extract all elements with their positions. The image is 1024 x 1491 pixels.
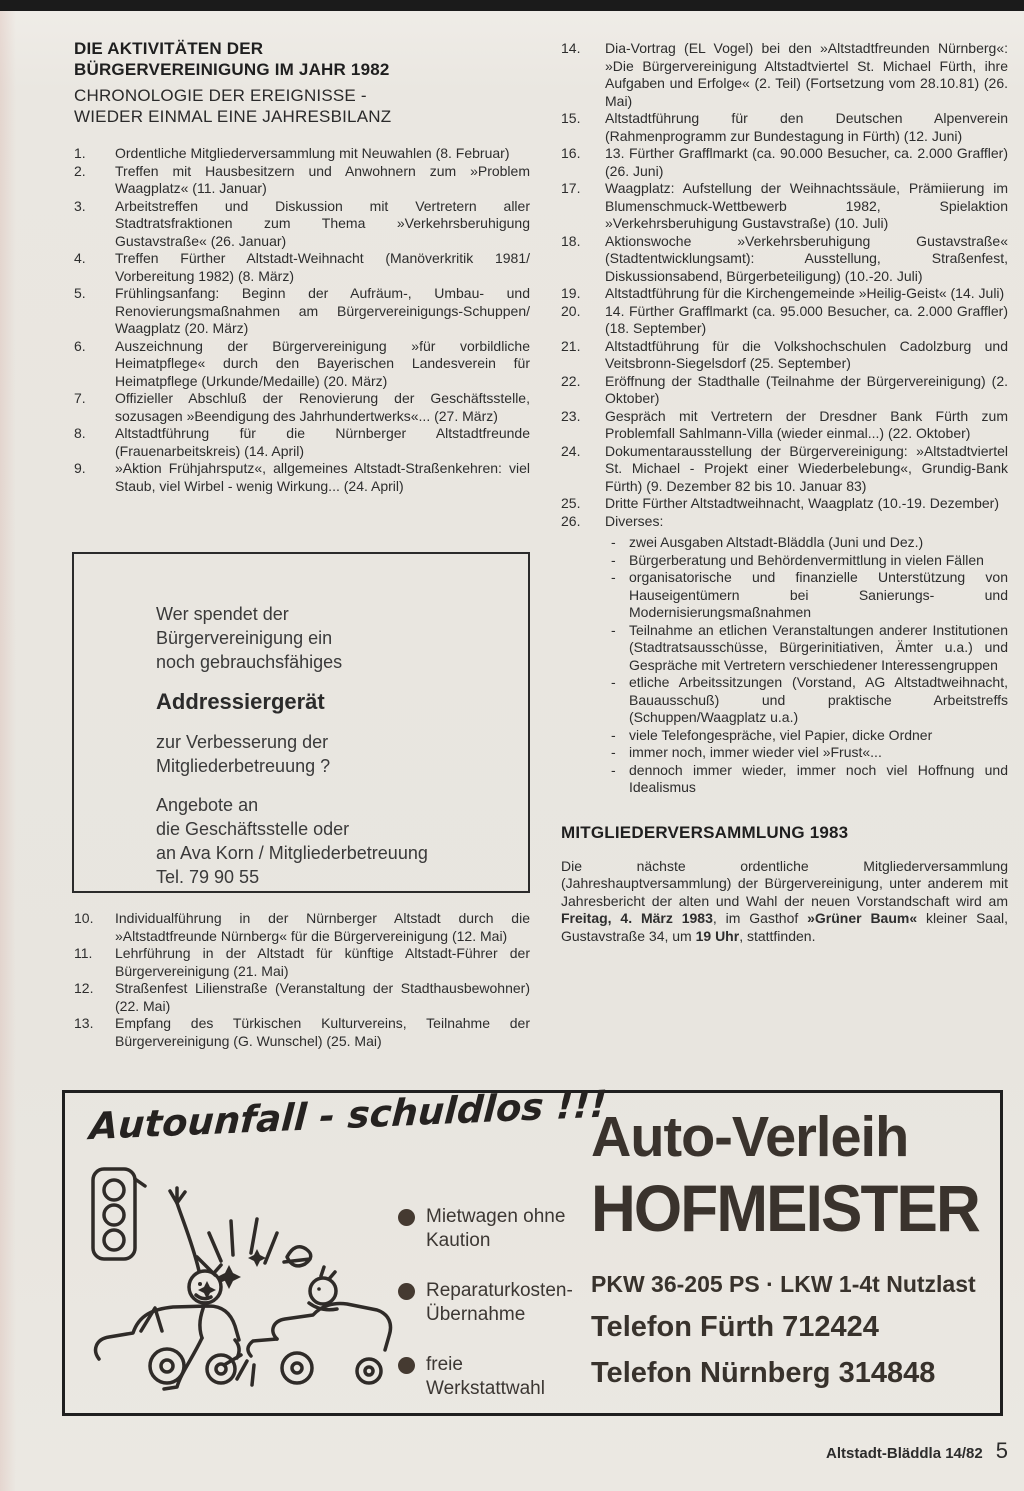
item-text: Altstadtführung für die Nürnberger Altstadtfreunde (Frauenarbeitskreis) (14. April) (115, 425, 530, 459)
list-item (561, 495, 1008, 513)
list-item (561, 373, 1008, 408)
footer-journal-title: Altstadt-Bläddla 14/82 (826, 1445, 983, 1462)
left-column (74, 38, 530, 495)
item-number: 6. (74, 337, 86, 354)
donation-purpose (156, 730, 508, 778)
donation-contact (156, 793, 508, 889)
chronology-list-1-9 (74, 145, 530, 495)
donation-contact-line3: an Ava Korn / Mitgliederbetreuung (156, 843, 428, 863)
right-car (224, 1267, 391, 1385)
footer-page-number: 5 (995, 1438, 1008, 1463)
sub-list-item (611, 552, 1008, 570)
page-footer (826, 1438, 1008, 1464)
item-number: 25. (561, 495, 581, 511)
item-number: 1. (74, 145, 86, 161)
bullet-dot-icon (398, 1283, 415, 1300)
sub-list-item (611, 762, 1008, 797)
item-text: Offizieller Abschluß der Renovierung der Geschäftsstelle, sozusagen »Beendigung des Jahrhundertwerks«... (27. März) (115, 390, 530, 424)
item-text: Eröffnung der Stadthalle (Teilnahme der Bürgervereinigung) (2. Oktober) (605, 372, 1008, 406)
chronology-list-14-26 (561, 40, 1008, 797)
list-item (74, 980, 530, 1015)
ad-headline: Autounfall - schuldlos !!! (88, 1082, 609, 1149)
item-text: Empfang des Türkischen Kulturvereins, Teilnahme der Bürgervereinigung (G. Wunschel) (25. Mai) (115, 1015, 530, 1049)
sub-item-text: organisatorische und finanzielle Unterstützung von Hauseigentümern bei Sanierungs- und Modernisierungsmaßnahmen (629, 569, 1008, 620)
article-subtitle-line2: WIEDER EINMAL EINE JAHRESBILANZ (74, 107, 392, 126)
list-item (561, 285, 1008, 303)
dash-marker: - (611, 674, 616, 690)
scan-edge-bar (0, 0, 1024, 11)
ad-benefit-item (398, 1205, 570, 1253)
item-number: 24. (561, 442, 581, 459)
ad-benefit-text: Mietwagen ohne Kaution (426, 1206, 566, 1251)
donation-contact-line2: die Geschäftsstelle oder (156, 819, 350, 839)
donation-contact-phone: Tel. 79 90 55 (156, 867, 260, 887)
list-item (561, 145, 1008, 180)
item-text: Aktionswoche »Verkehrsberuhigung Gustavstraße« (Stadtentwicklungsamt): Ausstellung, Straßenfest, Diskussionsabend, Bürgerbeteiligung) (10.-20. Juli) (605, 232, 1008, 284)
item-text: Dia-Vortrag (EL Vogel) bei den »Altstadtfreunden Nürnberg«: »Die Bürgervereinigung Altstadtviertel St. Michael Fürth, ihre Aufgaben und Erfolge« (2. Teil) (Fortsetzung vom 28.10.81) (26. Mai) (605, 40, 1008, 109)
right-column (561, 40, 1008, 945)
item-text: Altstadtführung für die Kirchengemeinde »Heilig-Geist« (14. Juli) (605, 285, 1005, 301)
donation-purpose-line1: zur Verbesserung der (156, 732, 329, 752)
dash-marker: - (611, 534, 616, 550)
item-text: »Aktion Frühjahrsputz«, allgemeines Altstadt-Straßenkehren: viel Staub, viel Wirbel - wenig Wirkung... (24. April) (115, 460, 530, 494)
list-item (74, 163, 530, 198)
item-text: 14. Fürther Grafflmarkt (ca. 95.000 Besucher, ca. 2.000 Graffler) (18. September) (605, 302, 1008, 336)
sub-item-text: Bürgerberatung und Behördenvermittlung in vielen Fällen (629, 551, 984, 568)
item-text: Waagplatz: Aufstellung der Weihnachtssäule, Prämiierung im Blumenschmuck-Wettbewerb 1982, Spielaktion »Verkehrsberuhigung Gustavstraße) (10. Juli) (605, 180, 1008, 231)
car-crash-illustration (81, 1163, 411, 1403)
list-item (561, 180, 1008, 233)
item-number: 21. (561, 337, 581, 354)
article-title-line1: DIE AKTIVITÄTEN DER (74, 39, 264, 58)
bullet-dot-icon (398, 1209, 415, 1226)
donation-product-name: Addressiergerät (156, 689, 325, 714)
list-item (561, 513, 1008, 797)
list-item (561, 110, 1008, 145)
item-number: 20. (561, 302, 581, 319)
dash-marker: - (611, 569, 616, 585)
list-item (561, 40, 1008, 110)
list-item (561, 338, 1008, 373)
brand-phone-nuernberg: Telefon Nürnberg 314848 (591, 1357, 936, 1389)
item-number: 7. (74, 390, 86, 406)
list-item (561, 303, 1008, 338)
sub-list-item (611, 674, 1008, 727)
item-number: 9. (74, 460, 86, 476)
car-rental-ad-box (62, 1082, 1003, 1416)
brand-name-line2: HOFMEISTER (591, 1171, 979, 1245)
list-item (74, 1015, 530, 1050)
item-number: 14. (561, 40, 581, 56)
list-item (74, 250, 530, 285)
item-number: 11. (74, 945, 93, 961)
sub-list-item (611, 622, 1008, 675)
brand-name-line1: Auto-Verleih (591, 1105, 909, 1169)
item-text: Straßenfest Lilienstraße (Veranstaltung der Stadthausbewohner) (22. Mai) (115, 980, 530, 1014)
item-text: Treffen mit Hausbesitzern und Anwohnern zum »Problem Waagplatz« (11. Januar) (115, 162, 530, 196)
article-title (74, 38, 530, 80)
item-number: 8. (74, 425, 86, 441)
list-item (74, 910, 530, 945)
list-item (561, 443, 1008, 496)
article-subtitle (74, 85, 530, 127)
item-text: Frühlingsanfang: Beginn der Aufräum-, Umbau- und Renovierungsmaßnahmen am Bürgervereinigungs-Schuppen/ Waagplatz (20. März) (115, 285, 530, 336)
meeting-paragraph: Die nächste ordentliche Mitgliederversammlung (Jahreshauptversammlung) der Bürgervereinigung, unter anderem mit Jahresbericht der alten und Wahl der neuen Vorstandschaft wird am Freitag, 4. März 1983, im Gasthof »Grüner Baum« kleiner Saal, Gustavstraße 34, um 19 Uhr, stattfinden. (561, 857, 1009, 944)
item-number: 12. (74, 980, 94, 996)
list-item (74, 425, 530, 460)
dash-marker: - (611, 761, 616, 778)
meeting-section-heading: MITGLIEDERVERSAMMLUNG 1983 (561, 822, 849, 842)
brand-phone-fuerth: Telefon Fürth 712424 (591, 1311, 879, 1343)
item-number: 17. (561, 180, 581, 196)
crash-sparks (197, 1219, 311, 1299)
item-text: Ordentliche Mitgliederversammlung mit Neuwahlen (8. Februar) (115, 145, 510, 161)
item-number: 19. (561, 285, 581, 301)
list-item (74, 198, 530, 251)
chronology-list-10-13 (74, 910, 530, 1050)
list-item (561, 408, 1008, 443)
item-text: Arbeitstreffen und Diskussion mit Vertretern aller Stadtratsfraktionen zum Thema »Verkehrsberuhigung Gustavstraße« (26. Januar) (115, 197, 530, 249)
sub-list-item (611, 727, 1008, 745)
list-item (74, 945, 530, 980)
item-number: 4. (74, 250, 86, 266)
left-column-continued (74, 910, 530, 1050)
item-text: Treffen Fürther Altstadt-Weihnacht (Manöverkritik 1981/ Vorbereitung 1982) (8. März) (115, 250, 530, 284)
ad-brand-block (591, 1107, 991, 1390)
item-text: 13. Fürther Grafflmarkt (ca. 90.000 Besucher, ca. 2.000 Graffler) (26. Juni) (605, 145, 1008, 179)
item-number: 16. (561, 145, 581, 161)
article-title-line2: BÜRGERVEREINIGUNG IM JAHR 1982 (74, 60, 390, 79)
item-text: Diverses: (605, 512, 664, 529)
sub-item-list (605, 534, 1008, 797)
sub-item-text: dennoch immer wieder, immer noch viel Hoffnung und Idealismus (629, 761, 1008, 795)
donation-purpose-line2: Mitgliederbetreuung ? (156, 756, 331, 776)
ad-benefit-list (398, 1205, 573, 1427)
waving-driver-figure (164, 1188, 230, 1389)
item-text: Altstadtführung für die Volkshochschulen Cadolzburg und Veitsbronn-Siegelsdorf (25. September) (605, 337, 1008, 371)
dash-marker: - (611, 621, 616, 638)
item-text: Dritte Fürther Altstadtweihnacht, Waagplatz (10.-19. Dezember) (605, 495, 999, 511)
donation-ad-box (72, 552, 530, 893)
list-item (74, 145, 530, 163)
item-number: 5. (74, 285, 86, 301)
list-item (74, 460, 530, 495)
donation-intro-line1: Wer spendet der (156, 604, 289, 624)
item-number: 22. (561, 372, 581, 389)
item-text: Auszeichnung der Bürgervereinigung »für vorbildliche Heimatpflege« durch den Bayerischen Landesverein für Heimatpflege (Urkunde/Medaille) (20. März) (115, 337, 530, 389)
dash-marker: - (611, 551, 616, 568)
donation-contact-line1: Angebote an (156, 795, 259, 815)
item-number: 26. (561, 512, 581, 529)
item-number: 18. (561, 232, 581, 249)
ad-benefit-text: Reparaturkosten-Übernahme (426, 1280, 573, 1325)
list-item (74, 390, 530, 425)
donation-intro (156, 602, 508, 674)
article-subtitle-line1: CHRONOLOGIE DER EREIGNISSE - (74, 86, 367, 105)
item-number: 10. (74, 910, 94, 926)
item-number: 3. (74, 197, 86, 214)
list-item (74, 338, 530, 391)
sub-list-item (611, 744, 1008, 762)
ad-benefit-text: freie Werkstattwahl (426, 1354, 545, 1399)
list-item (561, 233, 1008, 286)
sub-item-text: etliche Arbeitssitzungen (Vorstand, AG Altstadtweihnacht, Bauausschuß) und praktische Arbeitstreffs (Schuppen/Waagplatz u.a.) (629, 674, 1008, 725)
item-number: 13. (74, 1015, 94, 1031)
bullet-dot-icon (398, 1357, 415, 1374)
sub-item-text: Teilnahme an etlichen Veranstaltungen anderer Institutionen (Stadtratsausschüsse, Bürgerinitiativen, Ämter u.a.) und Gespräche mit Vertretern verschiedener Interessengruppen (629, 621, 1008, 673)
item-number: 15. (561, 110, 581, 126)
sub-list-item (611, 534, 1008, 552)
donation-intro-line3: noch gebrauchsfähiges (156, 652, 343, 672)
sub-item-text: immer noch, immer wieder viel »Frust«... (629, 744, 882, 760)
donation-intro-line2: Bürgervereinigung ein (156, 628, 333, 648)
traffic-light-icon (93, 1169, 145, 1259)
left-car (96, 1306, 239, 1383)
item-number: 23. (561, 407, 581, 424)
item-text: Dokumentarausstellung der Bürgervereinigung: »Altstadtviertel St. Michael - Projekt einer Wiederbelebung«, Grundig-Bank Fürth) (9. Dezember 82 bis 10. Januar 83) (605, 442, 1008, 494)
sub-list-item (611, 569, 1008, 622)
dash-marker: - (611, 726, 616, 743)
brand-specs: PKW 36-205 PS · LKW 1-4t Nutzlast (591, 1271, 976, 1297)
ad-benefit-item (398, 1353, 570, 1401)
list-item (74, 285, 530, 338)
sub-item-text: viele Telefongespräche, viel Papier, dicke Ordner (629, 726, 933, 743)
item-number: 2. (74, 162, 86, 179)
dash-marker: - (611, 744, 616, 760)
sub-item-text: zwei Ausgaben Altstadt-Bläddla (Juni und Dez.) (629, 534, 924, 550)
ad-benefit-item (398, 1279, 573, 1327)
item-text: Individualführung in der Nürnberger Altstadt durch die »Altstadtfreunde Nürnberg« für die Bürgervereinigung (12. Mai) (115, 910, 530, 944)
item-text: Lehrführung in der Altstadt für künftige Altstadt-Führer der Bürgervereinigung (21. Mai) (115, 945, 530, 979)
item-text: Altstadtführung für den Deutschen Alpenverein (Rahmenprogramm zur Bundestagung in Fürth) (12. Juni) (605, 110, 1008, 144)
item-text: Gespräch mit Vertretern der Dresdner Bank Fürth zum Problemfall Sahlmann-Villa (wieder einmal...) (22. Oktober) (605, 407, 1008, 441)
